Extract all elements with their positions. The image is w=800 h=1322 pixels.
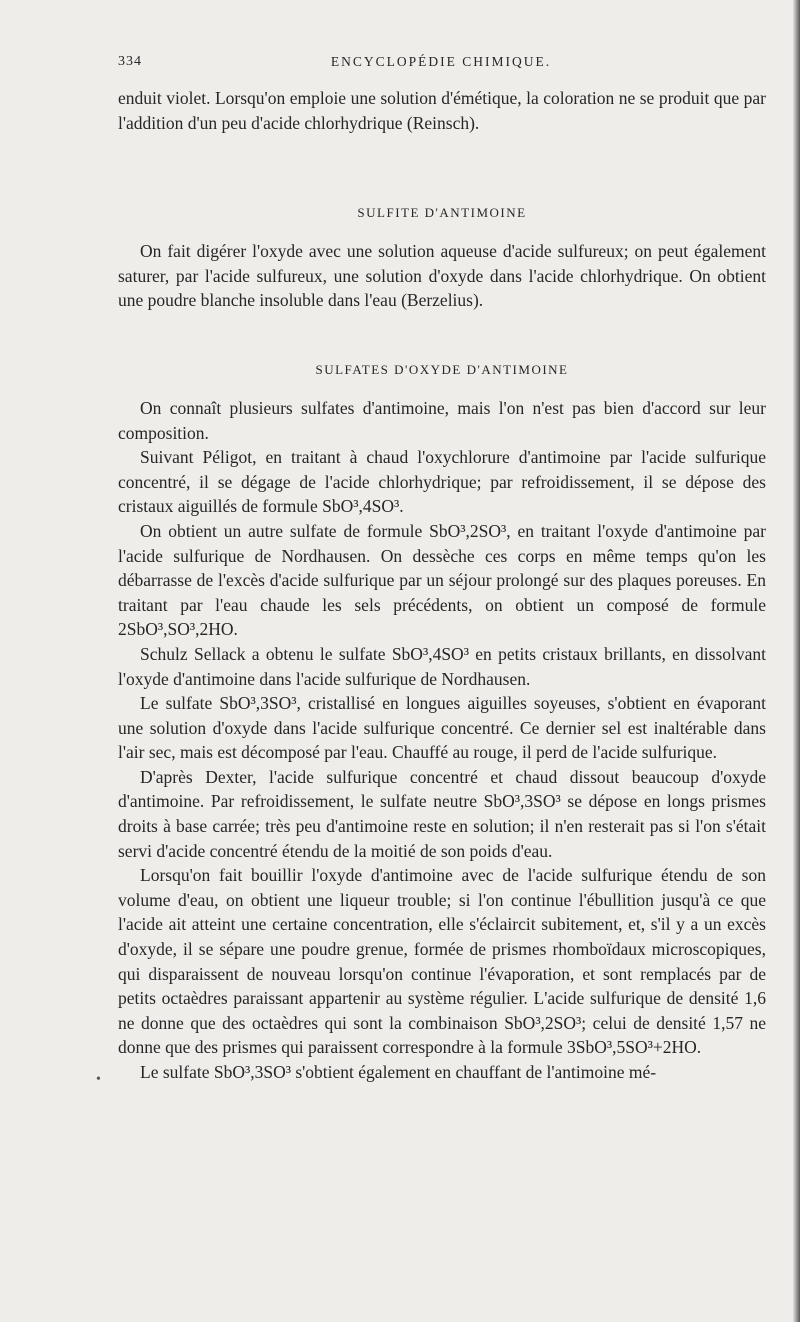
paragraph-intro: enduit violet. Lorsqu'on emploie une solution d'émétique, la coloration ne se produit que par l'addition d'un peu d'acide chlorhydrique (Reinsch). (118, 88, 766, 133)
paragraph-sulfates-5: Le sulfate SbO³,3SO³, cristallisé en longues aiguilles soyeuses, s'obtient en évaporant une solution d'oxyde dans l'acide sulfurique concentré. Ce dernier sel est inaltérable dans l'air sec, mais est décomposé par l'eau. Chauffé au rouge, il perd de l'acide sulfurique. (118, 693, 766, 763)
margin-mark: • (96, 1072, 101, 1087)
paragraph-sulfates-8: Le sulfate SbO³,3SO³ s'obtient également en chauffant de l'antimoine mé- (140, 1062, 657, 1082)
paragraph-sulfite-1: On fait digérer l'oxyde avec une solution aqueuse d'acide sulfureux; on peut également saturer, par l'acide sulfureux, une solution d'oxyde dans l'acide chlorhydrique. On obtient une poudre blanche insoluble dans l'eau (Berzelius). (118, 241, 766, 311)
paragraph-sulfates-4: Schulz Sellack a obtenu le sulfate SbO³,4SO³ en petits cristaux brillants, en dissolvant l'oxyde d'antimoine dans l'acide sulfurique de Nordhausen. (118, 643, 766, 689)
section-heading-sulfite: SULFITE D'ANTIMOINE (357, 205, 527, 221)
paragraph-sulfates-1: On connaît plusieurs sulfates d'antimoine, mais l'on n'est pas bien d'accord sur leur composition. (118, 397, 766, 443)
page-number: 334 (118, 54, 142, 69)
section-heading-sulfates: SULFATES D'OXYDE D'ANTIMOINE (315, 361, 569, 377)
page-edge-shadow (793, 0, 800, 1322)
page-header (118, 54, 764, 76)
paragraph-sulfates-2: Suivant Péligot, en traitant à chaud l'oxychlorure d'antimoine par l'acide sulfurique concentré, il se dégage de l'acide chlorhydrique; par refroidissement, il se dépose des cristaux aiguillés de formule SbO³,4SO³. (118, 447, 766, 517)
paragraph-sulfates-6: D'après Dexter, l'acide sulfurique concentré et chaud dissout beaucoup d'oxyde d'antimoine. Par refroidissement, le sulfate neutre SbO³,3SO³ se dépose en longs prismes droits à base carrée; très peu d'antimoine reste en solution; il n'en resterait pas si l'on s'était servi d'acide concentré étendu de la moitié de son poids d'eau. (118, 766, 766, 861)
paragraph-sulfates-3: On obtient un autre sulfate de formule SbO³,2SO³, en traitant l'oxyde d'antimoine par l'acide sulfurique de Nordhausen. On dessèche ces corps en même temps qu'on les débarrasse de l'excès d'acide sulfurique par un séjour prolongé sur des plaques poreuses. En traitant par l'eau chaude les sels précédents, on obtient un composé de formule 2SbO³,SO³,2HO. (118, 520, 766, 640)
page-body (118, 86, 766, 1085)
running-title: ENCYCLOPÉDIE CHIMIQUE. (330, 54, 552, 69)
paragraph-sulfates-7: Lorsqu'on fait bouillir l'oxyde d'antimoine avec de l'acide sulfurique étendu de son volume d'eau, on obtient une liqueur trouble; si l'on continue l'ébullition jusqu'à ce que l'acide ait atteint une certaine concentration, elle s'éclaircit subitement, et, s'il y a un excès d'oxyde, il se sépare une poudre grenue, formée de prismes rhomboïdaux microscopiques, qui disparaissent de nouveau lorsqu'on continue l'évaporation, et sont remplacés par de petits octaèdres paraissant appartenir au système régulier. L'acide sulfurique de densité 1,6 ne donne que des octaèdres qui sont la combinaison SbO³,2SO³; celui de densité 1,57 ne donne que des prismes qui paraissent correspondre à la formule 3SbO³,5SO³+2HO. (118, 865, 766, 1058)
